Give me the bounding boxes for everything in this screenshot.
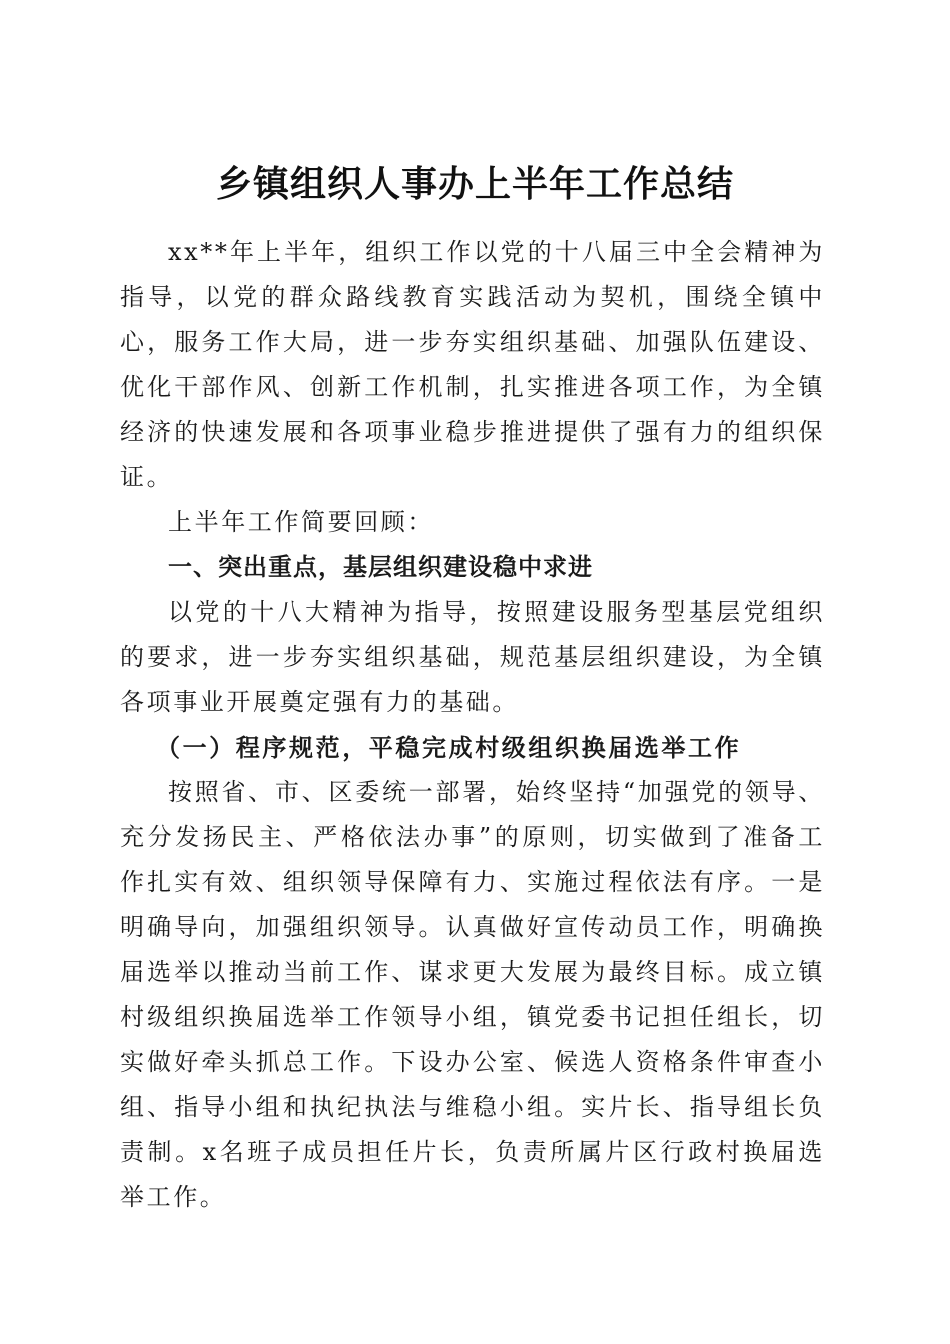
document-title: 乡镇组织人事办上半年工作总结 <box>215 163 734 206</box>
intro-paragraph: xx**年上半年，组织工作以党的十八届三中全会精神为指导，以党的群众路线教育实践活动为契机，围绕全镇中心，服务工作大局，进一步夯实组织基础、加强队伍建设、优化干部作风、创新工作机制，扎实推进各项工作，为全镇经济的快速发展和各项事业稳步推进提供了强有力的组织保证。 <box>120 238 825 491</box>
section-heading-1: 一、突出重点，基层组织建设稳中求进 <box>168 553 593 581</box>
subsection-1-paragraph: 按照省、市、区委统一部署，始终坚持“加强党的领导、充分发扬民主、严格依法办事”的原则，切实做到了准备工作扎实有效、组织领导保障有力、实施过程依法有序。一是明确导向，加强组织领导。认真做好宣传动员工作，明确换届选举以推动当前工作、谋求更大发展为最终目标。成立镇村级组织换届选举工作领导小组，镇党委书记担任组长，切实做好牵头抓总工作。下设办公室、候选人资格条件审查小组、指导小组和执纪执法与维稳小组。实片长、指导组长负责制。x名班子成员担任片长，负责所属片区行政村换届选举工作。 <box>120 778 825 1211</box>
review-intro-line: 上半年工作简要回顾： <box>168 508 434 536</box>
document-body <box>120 230 825 1220</box>
section-1-paragraph: 以党的十八大精神为指导，按照建设服务型基层党组织的要求，进一步夯实组织基础，规范基层组织建设，为全镇各项事业开展奠定强有力的基础。 <box>120 598 825 716</box>
subsection-heading-1: （一）程序规范，平稳完成村级组织换届选举工作 <box>156 733 742 762</box>
